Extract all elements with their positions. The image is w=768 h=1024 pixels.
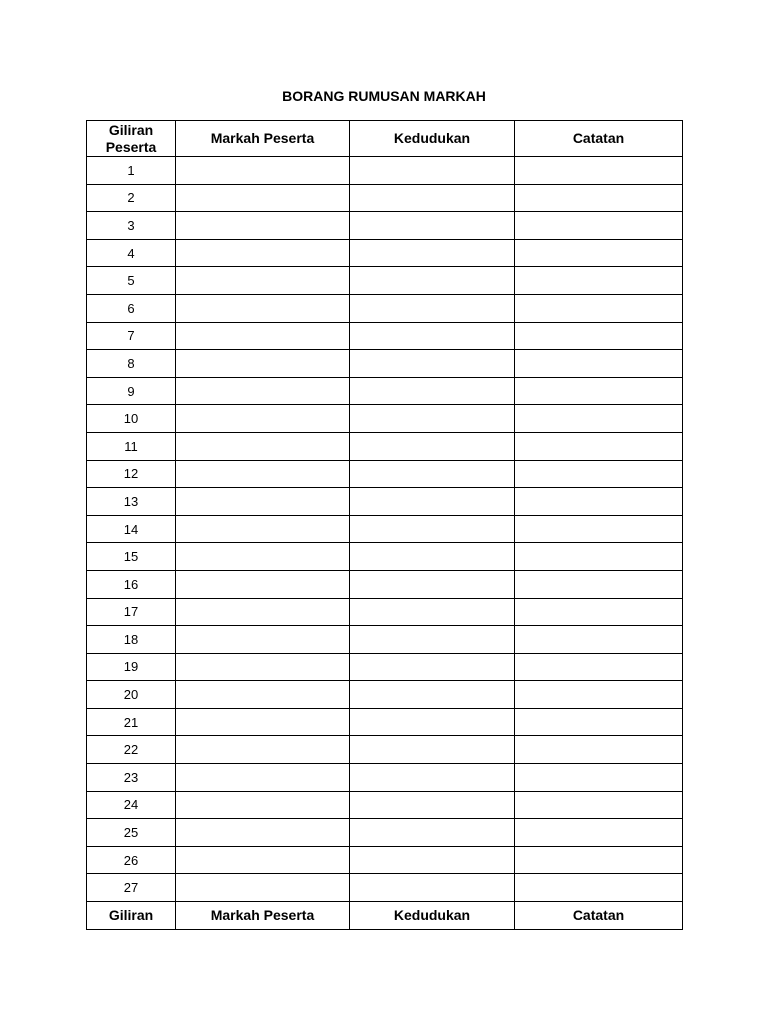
table-header-row (87, 121, 683, 157)
table-row (87, 405, 683, 433)
table-row (87, 350, 683, 378)
markah-cell[interactable] (176, 432, 350, 460)
kedudukan-cell[interactable] (350, 515, 515, 543)
catatan-cell[interactable] (515, 239, 683, 267)
table-row (87, 239, 683, 267)
row-number: 12 (87, 460, 176, 488)
catatan-cell[interactable] (515, 819, 683, 847)
kedudukan-cell[interactable] (350, 488, 515, 516)
markah-cell[interactable] (176, 543, 350, 571)
header-catatan: Catatan (515, 121, 683, 157)
table-row (87, 653, 683, 681)
kedudukan-cell[interactable] (350, 322, 515, 350)
markah-cell[interactable] (176, 681, 350, 709)
row-number: 7 (87, 322, 176, 350)
markah-cell[interactable] (176, 736, 350, 764)
table-row (87, 819, 683, 847)
table-row (87, 543, 683, 571)
page-title: BORANG RUMUSAN MARKAH (282, 88, 486, 104)
kedudukan-cell[interactable] (350, 460, 515, 488)
row-number: 19 (87, 653, 176, 681)
markah-cell[interactable] (176, 819, 350, 847)
markah-cell[interactable] (176, 350, 350, 378)
row-number: 9 (87, 377, 176, 405)
row-number: 3 (87, 212, 176, 240)
kedudukan-cell[interactable] (350, 681, 515, 709)
markah-cell[interactable] (176, 764, 350, 792)
catatan-cell[interactable] (515, 681, 683, 709)
markah-cell[interactable] (176, 708, 350, 736)
kedudukan-cell[interactable] (350, 570, 515, 598)
markah-cell[interactable] (176, 626, 350, 654)
kedudukan-cell[interactable] (350, 377, 515, 405)
row-number: 2 (87, 184, 176, 212)
row-number: 18 (87, 626, 176, 654)
kedudukan-cell[interactable] (350, 764, 515, 792)
kedudukan-cell[interactable] (350, 598, 515, 626)
row-number: 11 (87, 432, 176, 460)
catatan-cell[interactable] (515, 460, 683, 488)
catatan-cell[interactable] (515, 350, 683, 378)
markah-cell[interactable] (176, 488, 350, 516)
table-row (87, 322, 683, 350)
table-row (87, 488, 683, 516)
catatan-cell[interactable] (515, 432, 683, 460)
row-number: 6 (87, 294, 176, 322)
markah-cell[interactable] (176, 212, 350, 240)
header-kedudukan: Kedudukan (350, 121, 515, 157)
row-number: 20 (87, 681, 176, 709)
row-number: 22 (87, 736, 176, 764)
kedudukan-cell[interactable] (350, 791, 515, 819)
row-number: 1 (87, 157, 176, 185)
score-summary-table (86, 120, 683, 930)
markah-cell[interactable] (176, 239, 350, 267)
kedudukan-cell[interactable] (350, 708, 515, 736)
table-row (87, 764, 683, 792)
catatan-cell[interactable] (515, 377, 683, 405)
kedudukan-cell[interactable] (350, 819, 515, 847)
kedudukan-cell[interactable] (350, 405, 515, 433)
kedudukan-cell[interactable] (350, 184, 515, 212)
catatan-cell[interactable] (515, 764, 683, 792)
table-row (87, 267, 683, 295)
markah-cell[interactable] (176, 874, 350, 902)
table-row (87, 157, 683, 185)
markah-cell[interactable] (176, 791, 350, 819)
catatan-cell[interactable] (515, 515, 683, 543)
catatan-cell[interactable] (515, 791, 683, 819)
catatan-cell[interactable] (515, 157, 683, 185)
markah-cell[interactable] (176, 294, 350, 322)
kedudukan-cell[interactable] (350, 267, 515, 295)
table-row (87, 681, 683, 709)
markah-cell[interactable] (176, 598, 350, 626)
kedudukan-cell[interactable] (350, 432, 515, 460)
table-row (87, 294, 683, 322)
catatan-cell[interactable] (515, 570, 683, 598)
header-giliran-peserta: Giliran Peserta (87, 121, 176, 157)
row-number: 24 (87, 791, 176, 819)
row-number: 10 (87, 405, 176, 433)
markah-cell[interactable] (176, 570, 350, 598)
markah-cell[interactable] (176, 267, 350, 295)
catatan-cell[interactable] (515, 736, 683, 764)
kedudukan-cell[interactable] (350, 874, 515, 902)
markah-cell[interactable] (176, 322, 350, 350)
markah-cell[interactable] (176, 157, 350, 185)
table-row (87, 212, 683, 240)
table-row (87, 626, 683, 654)
catatan-cell[interactable] (515, 653, 683, 681)
table-row (87, 874, 683, 902)
markah-cell[interactable] (176, 405, 350, 433)
catatan-cell[interactable] (515, 184, 683, 212)
header-markah-peserta: Markah Peserta (176, 121, 350, 157)
markah-cell[interactable] (176, 515, 350, 543)
catatan-cell[interactable] (515, 708, 683, 736)
markah-cell[interactable] (176, 377, 350, 405)
table-row (87, 598, 683, 626)
row-number: 27 (87, 874, 176, 902)
catatan-cell[interactable] (515, 322, 683, 350)
markah-cell[interactable] (176, 653, 350, 681)
catatan-cell[interactable] (515, 846, 683, 874)
kedudukan-cell[interactable] (350, 350, 515, 378)
table-body (87, 157, 683, 902)
catatan-cell[interactable] (515, 267, 683, 295)
row-number: 14 (87, 515, 176, 543)
table-row (87, 460, 683, 488)
table-row (87, 736, 683, 764)
catatan-cell[interactable] (515, 212, 683, 240)
kedudukan-cell[interactable] (350, 212, 515, 240)
footer-giliran: Giliran (87, 902, 176, 930)
table-row (87, 791, 683, 819)
table-row (87, 846, 683, 874)
table-row (87, 570, 683, 598)
kedudukan-cell[interactable] (350, 294, 515, 322)
markah-cell[interactable] (176, 460, 350, 488)
markah-cell[interactable] (176, 846, 350, 874)
row-number: 13 (87, 488, 176, 516)
table-row (87, 708, 683, 736)
table-row (87, 377, 683, 405)
row-number: 17 (87, 598, 176, 626)
footer-markah-peserta: Markah Peserta (176, 902, 350, 930)
catatan-cell[interactable] (515, 405, 683, 433)
table-row (87, 432, 683, 460)
row-number: 25 (87, 819, 176, 847)
table-footer-row (87, 902, 683, 930)
row-number: 15 (87, 543, 176, 571)
row-number: 8 (87, 350, 176, 378)
row-number: 4 (87, 239, 176, 267)
catatan-cell[interactable] (515, 543, 683, 571)
kedudukan-cell[interactable] (350, 846, 515, 874)
kedudukan-cell[interactable] (350, 736, 515, 764)
row-number: 16 (87, 570, 176, 598)
catatan-cell[interactable] (515, 626, 683, 654)
kedudukan-cell[interactable] (350, 653, 515, 681)
catatan-cell[interactable] (515, 294, 683, 322)
table-row (87, 184, 683, 212)
catatan-cell[interactable] (515, 874, 683, 902)
row-number: 26 (87, 846, 176, 874)
row-number: 21 (87, 708, 176, 736)
kedudukan-cell[interactable] (350, 239, 515, 267)
markah-cell[interactable] (176, 184, 350, 212)
kedudukan-cell[interactable] (350, 626, 515, 654)
table-row (87, 515, 683, 543)
row-number: 23 (87, 764, 176, 792)
footer-kedudukan: Kedudukan (350, 902, 515, 930)
footer-catatan: Catatan (515, 902, 683, 930)
catatan-cell[interactable] (515, 488, 683, 516)
catatan-cell[interactable] (515, 598, 683, 626)
kedudukan-cell[interactable] (350, 543, 515, 571)
row-number: 5 (87, 267, 176, 295)
kedudukan-cell[interactable] (350, 157, 515, 185)
